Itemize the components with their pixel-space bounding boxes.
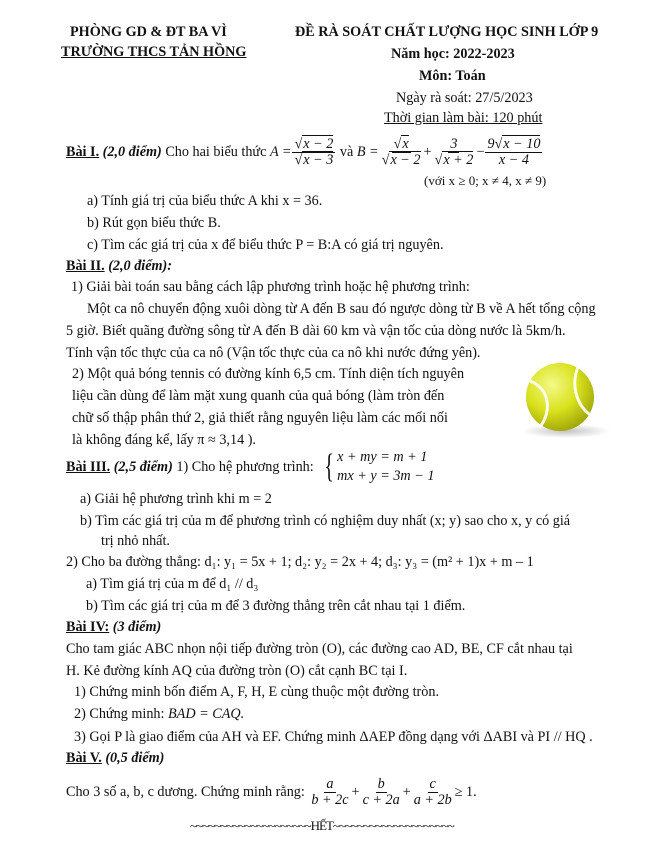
bai5-label: Bài V. [66, 750, 102, 766]
bai2-q1-line1: Một ca nô chuyển động xuôi dòng từ A đến B sau đó ngược dòng từ B về A hết tổng cộng [87, 301, 596, 317]
ineq-fraction-1 [309, 777, 350, 808]
bai3-intro-line [66, 446, 434, 488]
expr-b-f2-denominator: x + 2 [443, 151, 474, 168]
equation-2: mx + y = 3m − 1 [337, 468, 435, 484]
expr-a-denominator: x − 3 [303, 151, 334, 168]
bai4-line2: H. Kẻ đường kính AQ của đường tròn (O) cắt cạnh BC tại I. [66, 663, 408, 679]
bai2-points: (2,0 điểm): [108, 258, 173, 274]
expr-b-fraction-1: $\frac{√x}{√x - 2}$ [381, 135, 421, 168]
bai4-q2-line [74, 706, 244, 723]
bai3-label: Bài III. [66, 458, 111, 475]
bai2-q1: 1) Giải bài toán sau bằng cách lập phương trình hoặc hệ phương trình: [71, 279, 470, 295]
bai3-part-b-line2: trị nhỏ nhất. [101, 533, 170, 549]
bai2-q2-line3: chữ số thập phân thứ 2, giả thiết rằng nguyên liệu làm các mối nối [72, 410, 448, 426]
bai4-q3: 3) Gọi P là giao điểm của AH và EF. Chứng minh ΔAEP đồng dạng với ΔABI và PI // HQ . [74, 729, 593, 745]
bai3-q2-part-b: b) Tìm các giá trị của m để 3 đường thẳng trên cắt nhau tại 1 điểm. [86, 598, 466, 614]
equation-1: x + my = m + 1 [337, 448, 428, 465]
expr-a-name: A = [269, 143, 292, 160]
bai2-q1-line3: Tính vận tốc thực của ca nô (Vận tốc thực của ca nô khi nước đứng yên). [66, 345, 481, 361]
bai4-heading [66, 619, 161, 636]
expr-b-fraction-2: $\frac{3}{√x + 2}$ [434, 135, 474, 168]
school-name: TRƯỜNG THCS TẢN HỒNG [61, 44, 247, 60]
angle-equality: BAD = CAQ. [168, 706, 245, 722]
bai1-part-c: c) Tìm các giá trị của x để biểu thức P = B:A có giá trị nguyên. [87, 237, 444, 253]
system-brace: { [324, 448, 334, 485]
conjunction-va: và [339, 143, 354, 160]
expr-b-f3-numerator: x − 10 [503, 135, 541, 152]
ineq-f3-denominator: a + 2b [413, 791, 452, 808]
bai1-part-b: b) Rút gọn biểu thức B. [87, 215, 221, 231]
ineq-f1-denominator: b + 2c [311, 791, 349, 808]
ineq-fraction-3 [412, 777, 454, 808]
bai5-heading [66, 750, 164, 767]
ineq-fraction-2 [361, 777, 402, 808]
bai5-intro: Cho 3 số a, b, c dương. Chứng minh rằng: [66, 783, 305, 800]
bai2-heading [66, 258, 172, 275]
bai4-q1: 1) Chứng minh bốn điểm A, F, H, E cùng thuộc một đường tròn. [74, 684, 439, 700]
bai4-q2: 2) Chứng minh: [74, 706, 165, 722]
bai5-points: (0,5 điểm) [105, 750, 165, 766]
bai2-q2-line1: 2) Một quả bóng tennis có đường kính 6,5 cm. Tính diện tích nguyên [72, 366, 465, 382]
bai2-q2-line2: liệu cần dùng để làm mặt xung quanh của quả bóng (làm tròn đến [72, 388, 445, 404]
bai2-q1-line2: 5 giờ. Biết quãng đường sông từ A đến B dài 60 km và vận tốc của dòng nước là 5km/h. [66, 323, 566, 339]
expr-b-f1-denominator: x − 2 [390, 151, 421, 168]
ineq-f1-numerator: a [326, 775, 334, 792]
bai1-intro: Cho hai biểu thức [165, 143, 267, 160]
school-year: Năm học: 2022-2023 [391, 46, 515, 62]
bai3-q2-part-a: a) Tìm giá trị của m để d₁ // d₃ [86, 576, 259, 592]
exam-date: Ngày rà soát: 27/5/2023 [396, 90, 533, 106]
bai3-part-b-line1: b) Tìm các giá trị của m để phương trình có nghiệm duy nhất (x; y) sao cho x, y có giá [80, 513, 571, 529]
bai4-points: (3 điểm) [112, 619, 162, 635]
subject: Môn: Toán [419, 68, 486, 84]
bai3-part-a: a) Giải hệ phương trình khi m = 2 [80, 491, 272, 507]
dept-name: PHÒNG GD & ĐT BA VÌ [70, 24, 227, 40]
bai4-line1: Cho tam giác ABC nhọn nội tiếp đường tròn (O), các đường cao AD, BE, CF cắt nhau tại [66, 641, 573, 657]
expr-b-f1-numerator: x [402, 135, 409, 152]
bai2-q2-line4: là không đáng kể, lấy π ≈ 3,14 ). [72, 432, 256, 448]
ineq-f2-denominator: c + 2a [362, 791, 400, 808]
expr-a-fraction: $\frac{√x - 2}{√x - 3}$ [294, 135, 334, 168]
ineq-rhs: ≥ 1. [454, 783, 477, 800]
exam-title: ĐỀ RÀ SOÁT CHẤT LƯỢNG HỌC SINH LỚP 9 [295, 24, 599, 40]
bai2-label: Bài II. [66, 258, 105, 274]
expr-b-name: B = [356, 143, 379, 160]
expr-b-f2-numerator: 3 [450, 135, 458, 152]
expr-b-fraction-3: $\frac{9√x - 10}{x - 4}$ [487, 135, 541, 168]
bai3-q2: 2) Cho ba đường thẳng: d₁: y₁ = 5x + 1; d₂: y₂ = 2x + 4; d₃: y₃ = (m² + 1)x + m – 1 [66, 554, 534, 570]
bai3-intro: 1) Cho hệ phương trình: [176, 458, 314, 475]
expr-b-f3-coef: 9 [487, 135, 495, 152]
tennis-ball-image [500, 359, 624, 441]
equation-system [337, 448, 434, 486]
bai5-inequality-line: Cho 3 số a, b, c dương. Chứng minh rằng: $\frac{a}{b + 2c}$ + $\frac{b}{c + 2a}$ + $\frac{c}{a + 2b}$ ≥ 1. [66, 775, 477, 808]
bai4-label: Bài IV: [66, 619, 110, 635]
expr-a-numerator: x − 2 [303, 135, 334, 152]
bai1-label: Bài I. [66, 143, 100, 160]
bai1-intro-line: Bài I. (2,0 điểm) Cho hai biểu thức A = $\frac{√x - 2}{√x - 3}$ và B = $\frac{√x}{√x - 2}$ + $\frac{3}{√x + 2}$ − $\frac{9√x - 10}{x - 4}$ [66, 135, 541, 168]
bai1-condition: (với x ≥ 0; x ≠ 4, x ≠ 9) [424, 173, 547, 188]
bai1-part-a: a) Tính giá trị của biểu thức A khi x = 36. [87, 193, 323, 209]
expr-b-f3-denominator: x − 4 [498, 151, 529, 168]
ineq-f3-numerator: c [429, 775, 436, 792]
bai3-points: (2,5 điểm) [113, 458, 173, 475]
ineq-f2-numerator: b [377, 775, 385, 792]
end-marker: ~~~~~~~~~~~~~~~~~~~~HẾT~~~~~~~~~~~~~~~~~~~~ [190, 818, 454, 833]
bai1-points: (2,0 điểm) [102, 143, 162, 160]
time-limit: Thời gian làm bài: 120 phút [384, 110, 543, 126]
